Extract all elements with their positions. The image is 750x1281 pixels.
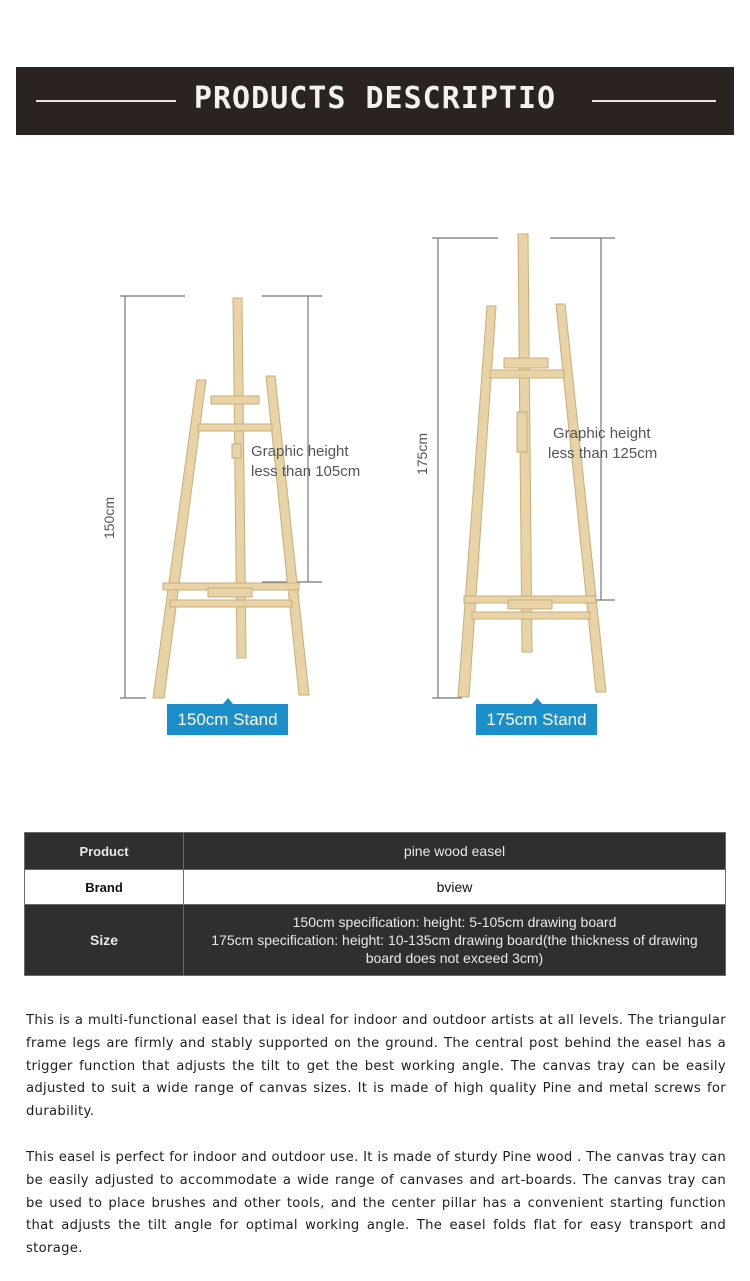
large-graphic-line2: less than 125cm	[548, 445, 658, 462]
small-graphic-line2: less than 105cm	[251, 463, 361, 480]
spec-value-brand: bview	[184, 870, 726, 905]
spec-table	[24, 832, 726, 976]
size-line-1: 150cm specification: height: 5-105cm drawing board	[292, 914, 617, 930]
spec-key-size: Size	[25, 905, 184, 976]
table-row	[25, 905, 726, 976]
easel-illustration	[0, 200, 750, 760]
description-paragraph-1: This is a multi-functional easel that is ideal for indoor and outdoor artists at all levels. The triangular frame legs are firmly and stably supported on the ground. The central post behind the easel has a trigger function that adjusts the tilt to get the best working angle. The canvas tray can be easily adjusted to suit a wide range of canvas sizes. It is made of high quality Pine and metal screws for durability.	[26, 1013, 726, 1120]
easel-dimension-diagram	[0, 200, 750, 760]
table-row	[25, 833, 726, 870]
easel-175cm	[458, 234, 606, 697]
table-row	[25, 870, 726, 905]
section-header-banner	[16, 67, 734, 135]
small-height-label: 150cm	[101, 496, 117, 540]
spec-key-brand: Brand	[25, 870, 184, 905]
small-dimension-lines	[120, 296, 322, 698]
size-line-3: board does not exceed 3cm)	[365, 950, 544, 966]
description-paragraph-2: This easel is perfect for indoor and outdoor use. It is made of sturdy Pine wood . The canvas tray can be easily adjusted to accommodate a wide range of canvases and art-boards. The canvas tray can be used to place brushes and other tools, and the center pillar has a convenient starting function that adjusts the tilt angle for optimal working angle. The easel folds flat for easy transport and storage.	[26, 1150, 726, 1257]
spec-key-product: Product	[25, 833, 184, 870]
large-graphic-line1: Graphic height	[553, 425, 651, 442]
stand-label-175cm: 175cm Stand	[476, 704, 597, 735]
spec-value-product: pine wood easel	[184, 833, 726, 870]
easel-150cm	[153, 298, 309, 698]
stand-label-150cm: 150cm Stand	[167, 704, 288, 735]
header-rule-right	[592, 100, 716, 102]
section-title: PRODUCTS DESCRIPTIO	[193, 81, 557, 116]
size-line-2: 175cm specification: height: 10-135cm drawing board(the thickness of drawing	[211, 932, 698, 948]
small-graphic-line1: Graphic height	[251, 443, 349, 460]
spec-value-size	[184, 905, 726, 976]
large-height-label: 175cm	[414, 432, 430, 476]
